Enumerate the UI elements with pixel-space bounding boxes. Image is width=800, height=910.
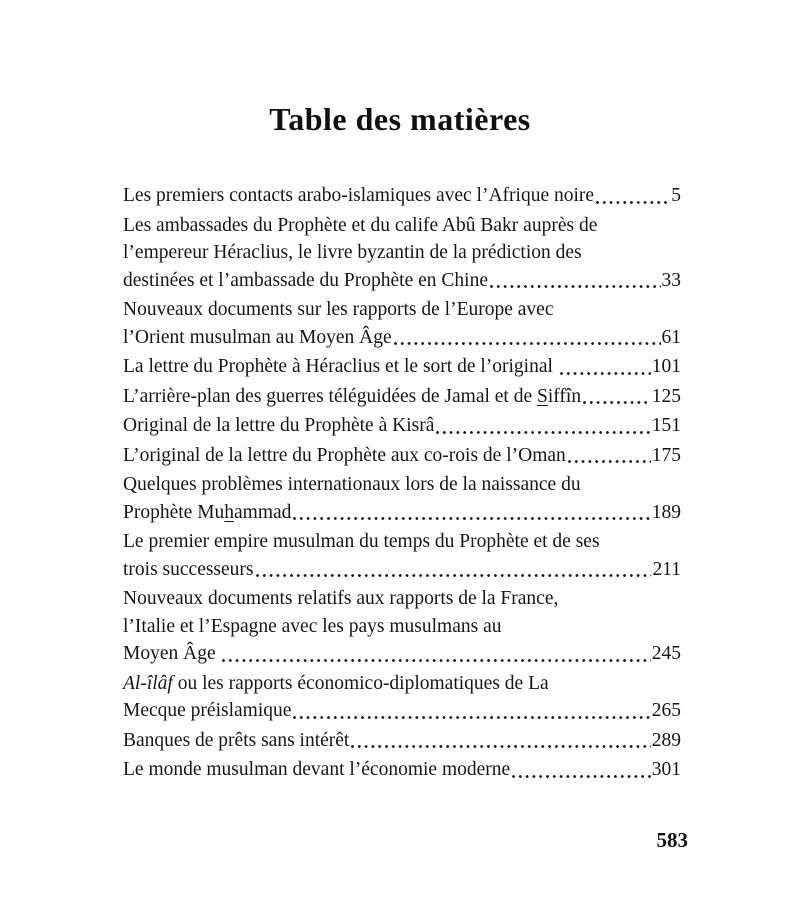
toc-entry-line bbox=[123, 697, 681, 725]
toc-entry-text: Les ambassades du Prophète et du calife Abû Bakr auprès de bbox=[123, 214, 598, 236]
toc-entry bbox=[123, 585, 681, 668]
toc-entry bbox=[123, 727, 681, 755]
toc-entry bbox=[123, 756, 681, 784]
toc-entry-line bbox=[123, 383, 681, 411]
toc-entry-text: Moyen Âge bbox=[123, 643, 221, 664]
dot-leader bbox=[596, 182, 670, 210]
toc-page-number: 151 bbox=[651, 415, 681, 436]
toc-entry bbox=[123, 528, 681, 583]
dot-leader bbox=[490, 267, 661, 295]
toc-page-number: 101 bbox=[651, 356, 681, 377]
page-title: Table des matières bbox=[269, 101, 531, 137]
toc-entry-text: Les premiers contacts arabo-islamiques avec l’Afrique noire bbox=[123, 185, 595, 206]
toc-entry-line bbox=[123, 756, 681, 784]
dot-leader bbox=[394, 324, 661, 352]
toc-entry bbox=[123, 412, 681, 440]
toc-entry bbox=[123, 383, 681, 411]
toc-entry bbox=[123, 296, 681, 351]
toc-entry-text: Nouveaux documents relatifs aux rapports de la France, bbox=[123, 588, 559, 609]
toc-entry-line bbox=[123, 212, 681, 240]
toc-entry bbox=[123, 471, 681, 526]
dot-leader bbox=[222, 640, 650, 668]
toc-entry-text: h bbox=[224, 501, 235, 523]
toc-page-number: 265 bbox=[651, 700, 681, 721]
toc-entry-text: destinées et l’ambassade du Prophète en Chine bbox=[123, 269, 488, 291]
toc-page-number: 125 bbox=[651, 385, 681, 407]
toc-entry-line bbox=[123, 585, 681, 613]
dot-leader bbox=[560, 353, 651, 381]
dot-leader bbox=[512, 756, 651, 784]
toc-entry bbox=[123, 353, 681, 381]
dot-leader bbox=[583, 383, 651, 411]
toc-entry-line bbox=[123, 613, 681, 641]
toc-entry-text: ou les rapports économico-diplomatiques de La bbox=[172, 672, 549, 694]
dot-leader bbox=[293, 499, 650, 527]
toc-entry-text: l’Italie et l’Espagne avec les pays musulmans au bbox=[123, 615, 502, 637]
toc-entry-line bbox=[123, 528, 681, 556]
toc-entry-text: Mecque préislamique bbox=[123, 700, 292, 721]
toc-entry-text: Le premier empire musulman du temps du Prophète et de ses bbox=[123, 531, 600, 552]
toc-entry bbox=[123, 670, 681, 725]
toc-entry-line bbox=[123, 471, 681, 499]
toc-entry-line bbox=[123, 324, 681, 352]
toc-entry-line bbox=[123, 499, 681, 527]
toc-entry-text: Al-îlâf bbox=[123, 672, 173, 694]
toc-entry-line bbox=[123, 442, 681, 470]
toc-entry-line bbox=[123, 353, 681, 381]
toc-entry-text: La lettre du Prophète à Héraclius et le sort de l’original bbox=[123, 356, 558, 377]
toc-page-number: 301 bbox=[651, 759, 681, 780]
toc-page-number: 175 bbox=[651, 444, 681, 466]
toc-entry-line bbox=[123, 412, 681, 440]
toc-entry-text: l’Orient musulman au Moyen Âge bbox=[123, 326, 392, 348]
toc-entry-text: L’arrière-plan des guerres téléguidées de Jamal et de bbox=[123, 385, 538, 407]
toc-entry-line bbox=[123, 239, 681, 267]
toc-entry-text: S bbox=[537, 385, 548, 407]
toc-entry-text: l’empereur Héraclius, le livre byzantin de la prédiction des bbox=[123, 242, 582, 263]
toc-entry-line bbox=[123, 727, 681, 755]
table-of-contents bbox=[123, 182, 681, 786]
toc-entry-line bbox=[123, 182, 681, 210]
dot-leader bbox=[256, 556, 652, 584]
toc-entry-text: Original de la lettre du Prophète à Kisrâ bbox=[123, 415, 435, 436]
toc-page-number: 289 bbox=[651, 729, 681, 751]
toc-entry-text: trois successeurs bbox=[123, 558, 254, 580]
toc-page-number: 189 bbox=[651, 501, 681, 523]
toc-entry-text: Le monde musulman devant l’économie moderne bbox=[123, 759, 511, 780]
toc-entry-text: Quelques problèmes internationaux lors de la naissance du bbox=[123, 474, 581, 495]
toc-entry-text: L’original de la lettre du Prophète aux co-rois de l’Oman bbox=[123, 444, 566, 466]
toc-entry-line bbox=[123, 640, 681, 668]
toc-entry bbox=[123, 442, 681, 470]
dot-leader bbox=[293, 697, 650, 725]
folio-page-number: 583 bbox=[656, 828, 688, 852]
dot-leader bbox=[351, 727, 650, 755]
toc-page-number: 61 bbox=[661, 326, 681, 348]
dot-leader bbox=[436, 412, 650, 440]
toc-entry-line bbox=[123, 556, 681, 584]
toc-entry-text: iffîn bbox=[547, 385, 582, 407]
toc-page-number: 211 bbox=[652, 558, 681, 580]
toc-entry-text: ammad bbox=[234, 501, 292, 523]
toc-entry-text: Banques de prêts sans intérêt bbox=[123, 729, 350, 751]
toc-entry-text: Nouveaux documents sur les rapports de l’Europe avec bbox=[123, 299, 554, 320]
toc-entry bbox=[123, 182, 681, 210]
toc-entry bbox=[123, 212, 681, 295]
toc-entry-line bbox=[123, 267, 681, 295]
dot-leader bbox=[568, 442, 651, 470]
toc-page-number: 245 bbox=[651, 643, 681, 664]
toc-entry-line bbox=[123, 670, 681, 698]
toc-entry-line bbox=[123, 296, 681, 324]
toc-page-number: 33 bbox=[661, 269, 681, 291]
toc-page-number: 5 bbox=[671, 185, 681, 206]
toc-entry-text: Prophète Mu bbox=[123, 501, 225, 523]
